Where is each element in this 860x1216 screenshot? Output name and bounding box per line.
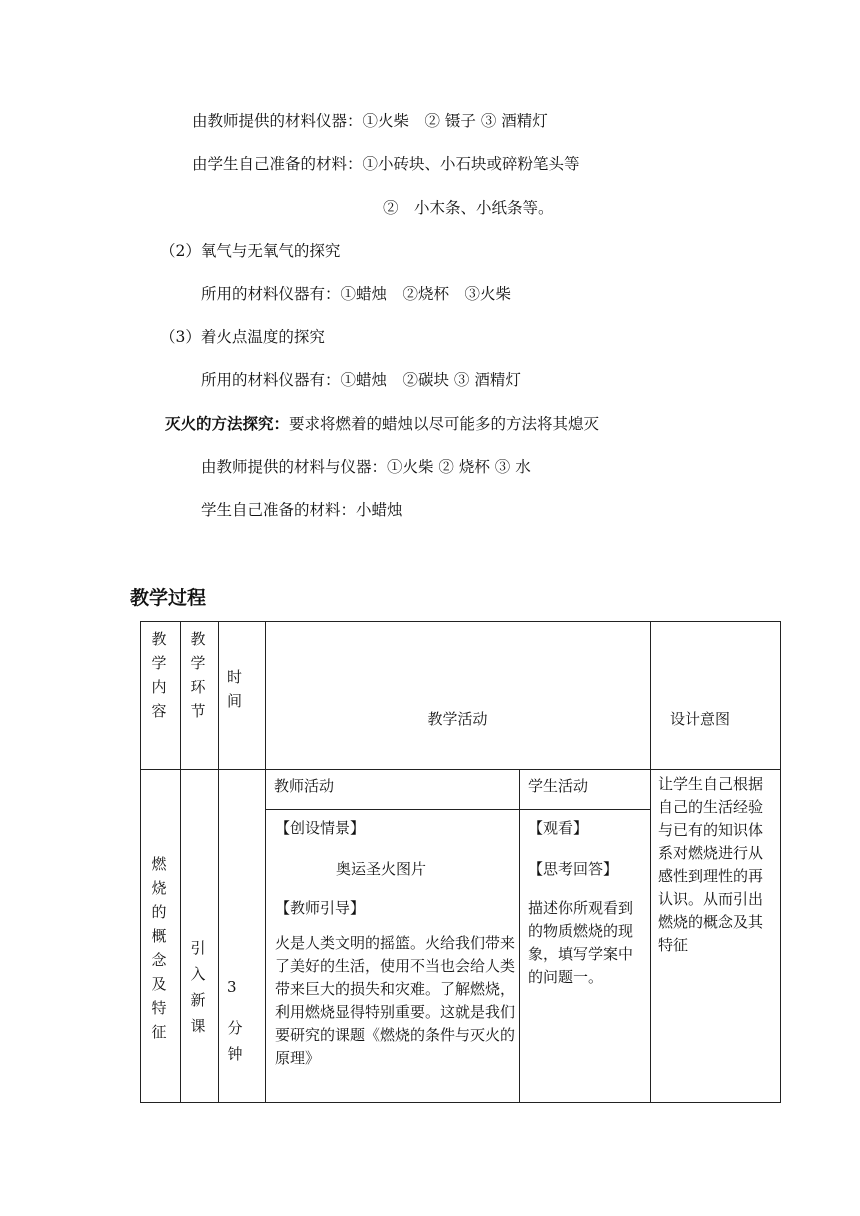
table-divider [218, 622, 219, 1102]
table-divider [265, 809, 650, 810]
student-answer-label: 【思考回答】 [528, 860, 619, 878]
row-time-unit: 分钟 [227, 1019, 243, 1063]
row-stage: 引入新课 [190, 939, 206, 1035]
extinguish-text: 要求将燃着的蜡烛以尽可能多的方法将其熄灭 [289, 415, 600, 433]
teacher-scenario-image: 奥运圣火图片 [336, 860, 427, 878]
table-divider [141, 769, 780, 770]
subheader-teacher: 教师活动 [274, 777, 335, 795]
header-time [227, 665, 257, 713]
section2-title: （2）氧气与无氧气的探究 [160, 242, 341, 260]
header-time-text: 时间 [227, 668, 243, 710]
header-stage: 教学环节 [190, 630, 206, 720]
extinguish-student-materials: 学生自己准备的材料：小蜡烛 [201, 501, 403, 519]
student-describe-text: 描述你所观看到的物质燃烧的现象，填写学案中的问题一。 [528, 899, 634, 986]
table-divider [180, 622, 181, 1102]
header-intent: 设计意图 [670, 710, 731, 728]
section2-materials: 所用的材料仪器有：①蜡烛 ②烧杯 ③火柴 [201, 285, 512, 303]
design-intent-text: 让学生自己根据自己的生活经验与已有的知识体系对燃烧进行从感性到理性的再认识。从而引出燃烧的概念及其特征 [658, 775, 764, 954]
teacher-scenario-label: 【创设情景】 [275, 819, 366, 837]
extinguish-line [165, 414, 599, 434]
student-materials-line-cont: ② 小木条、小纸条等。 [383, 199, 554, 217]
section3-materials: 所用的材料仪器有：①蜡烛 ②碳块 ③ 酒精灯 [201, 371, 521, 389]
process-table [140, 621, 781, 1103]
section3-title: （3）着火点温度的探究 [160, 328, 325, 346]
process-heading: 教学过程 [130, 587, 207, 609]
table-divider [650, 622, 651, 1102]
extinguish-teacher-materials: 由教师提供的材料与仪器：①火柴 ② 烧杯 ③ 水 [201, 458, 531, 476]
subheader-student: 学生活动 [528, 777, 589, 795]
table-divider [265, 622, 266, 1102]
row-time-number: 3 [227, 978, 237, 996]
teacher-materials-line: 由教师提供的材料仪器：①火柴 ② 镊子 ③ 酒精灯 [192, 112, 548, 130]
header-activity: 教学活动 [427, 710, 488, 728]
header-content: 教学内容 [151, 630, 167, 720]
teacher-guide-label: 【教师引导】 [275, 899, 366, 917]
row-content: 燃烧的概念及特征 [151, 855, 167, 1041]
extinguish-label: 灭火的方法探究： [165, 414, 290, 433]
student-watch-label: 【观看】 [528, 819, 589, 837]
student-materials-line: 由学生自己准备的材料：①小砖块、小石块或碎粉笔头等 [192, 155, 580, 173]
teacher-guide-text: 火是人类文明的摇篮。火给我们带来了美好的生活，使用不当也会给人类带来巨大的损失和灾难。了解燃烧，利用燃烧显得特别重要。这就是我们要研究的课题《燃烧的条件与灭火的原理》 [275, 934, 516, 1067]
table-divider [519, 769, 520, 1102]
